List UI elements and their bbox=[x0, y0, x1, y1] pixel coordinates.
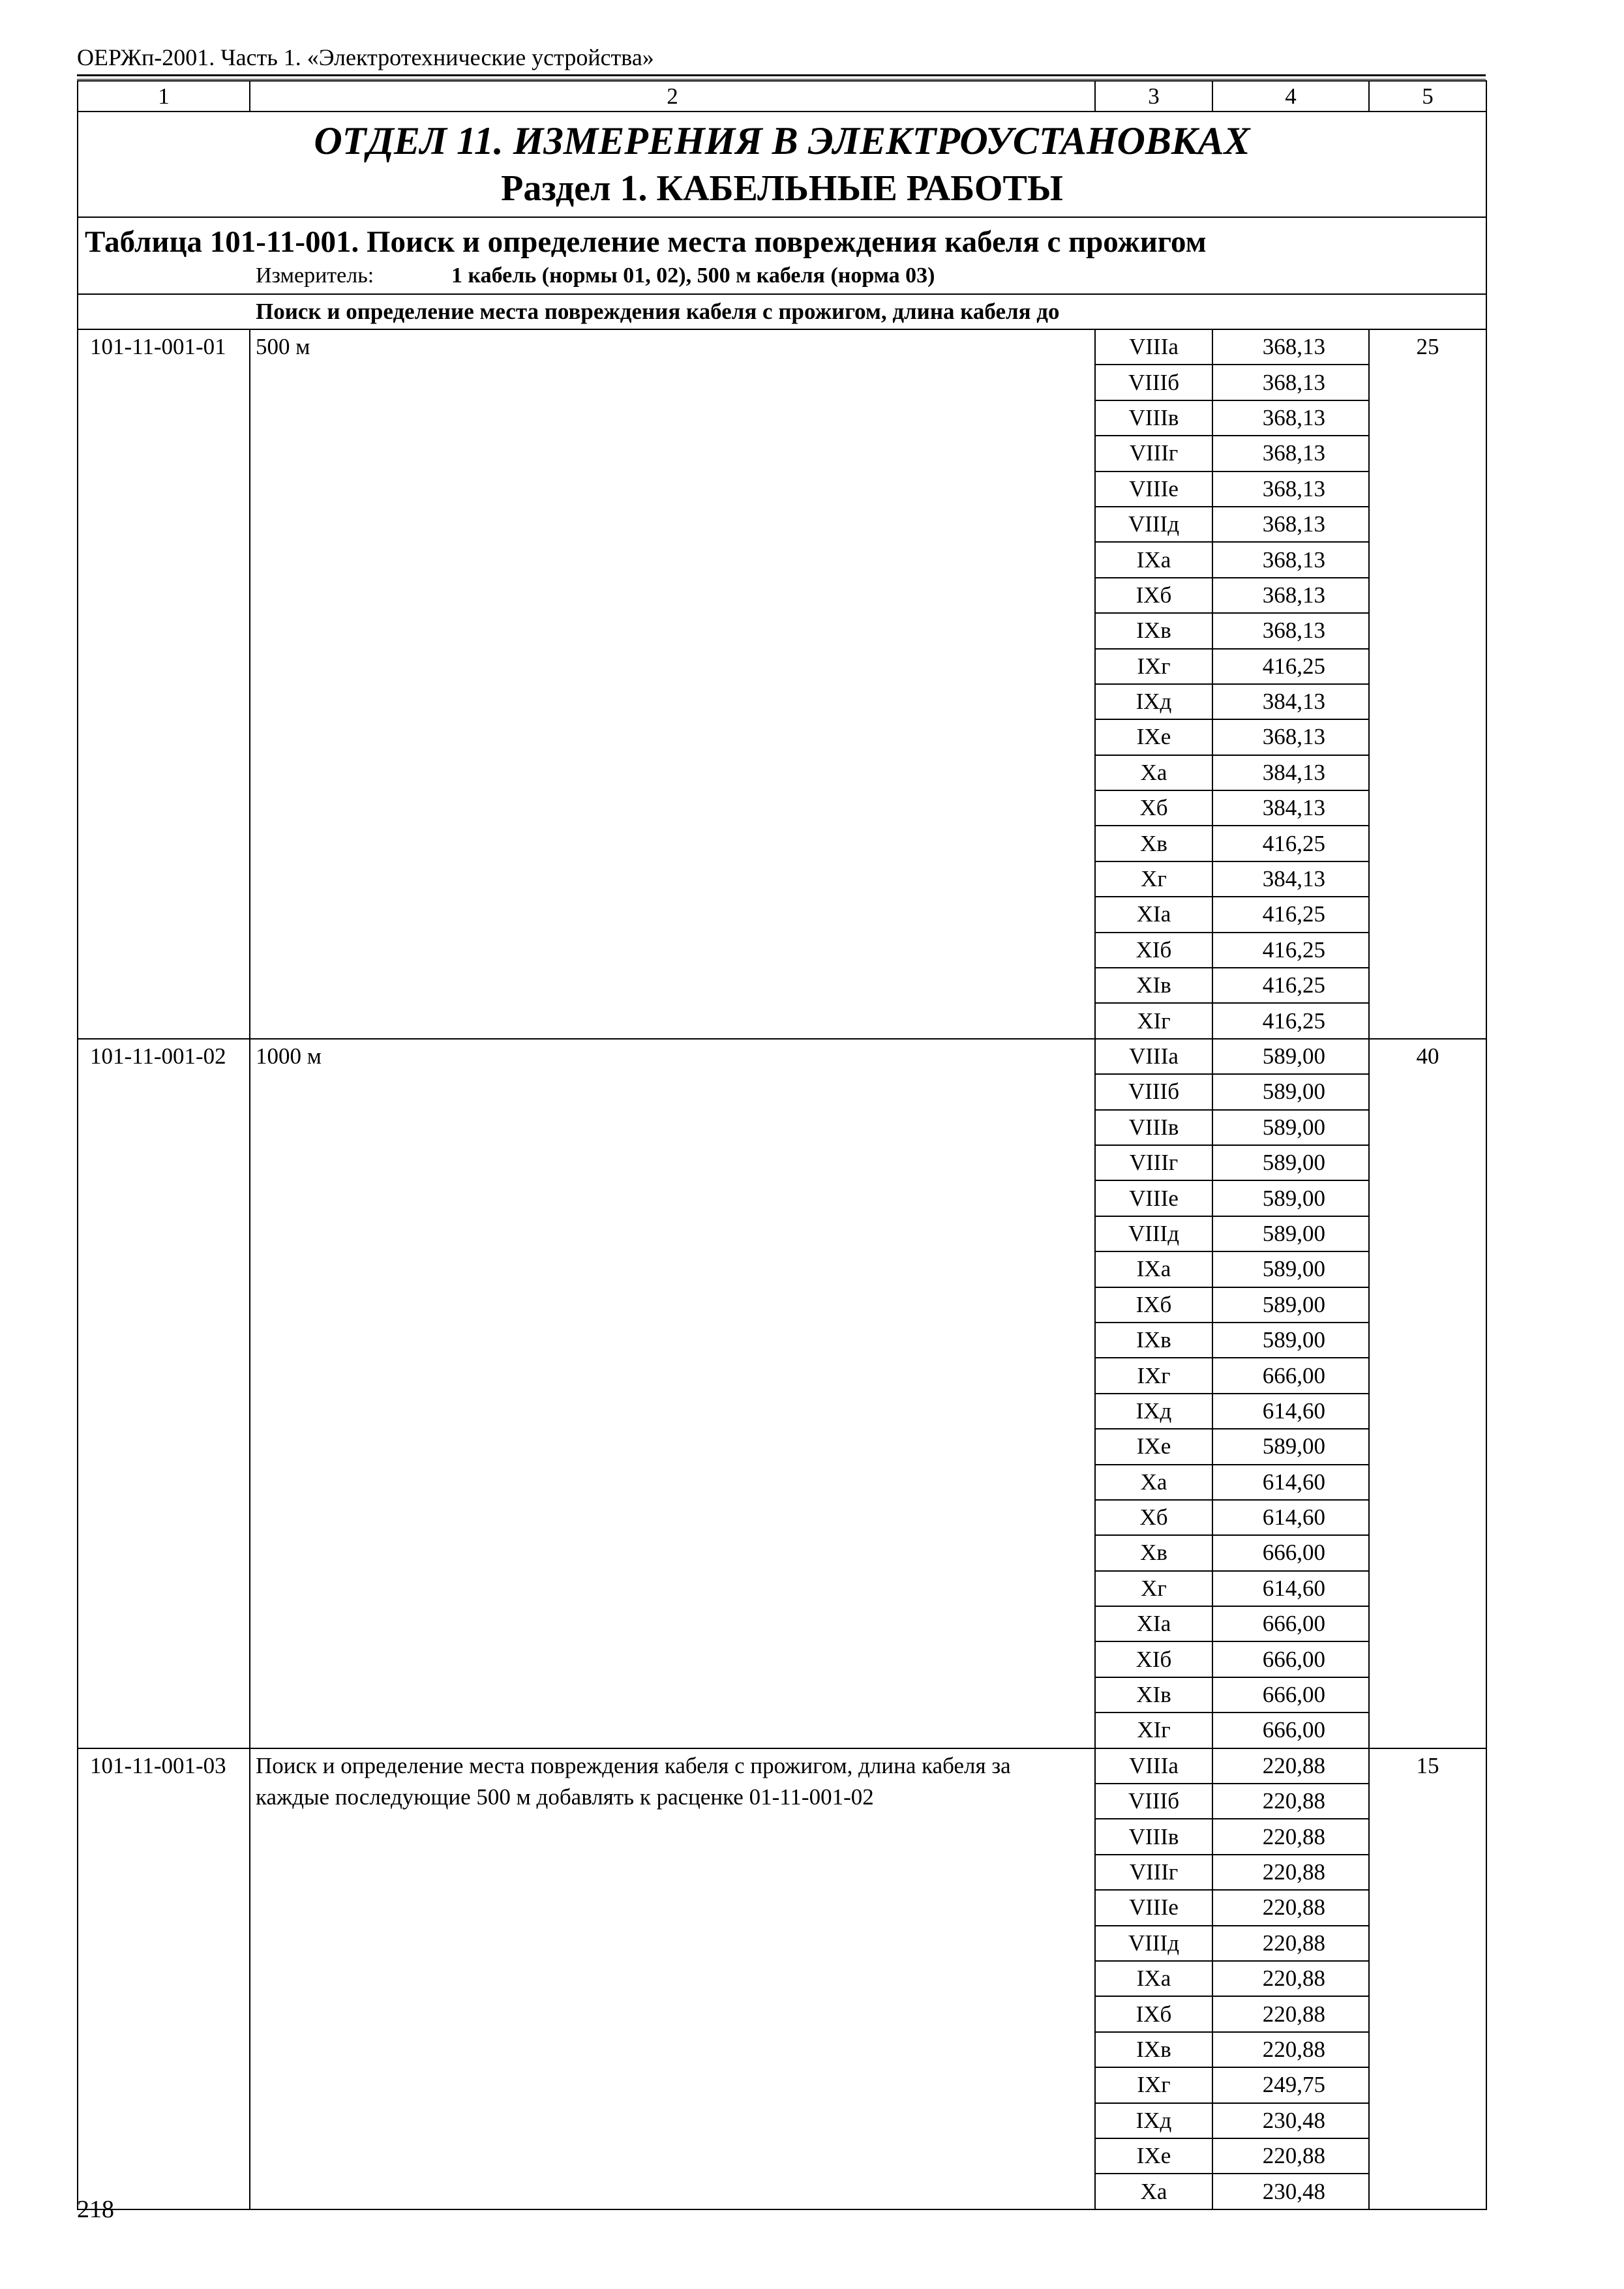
price-value: 614,60 bbox=[1212, 1465, 1369, 1500]
wage-grade: IXе bbox=[1095, 2138, 1212, 2174]
wage-grade: XIг bbox=[1095, 1003, 1212, 1038]
price-value: 220,88 bbox=[1212, 2032, 1369, 2067]
price-value: 368,13 bbox=[1212, 329, 1369, 365]
column-number-3: 3 bbox=[1095, 81, 1212, 112]
wage-grade: XIв bbox=[1095, 968, 1212, 1003]
group-heading: Поиск и определение места повреждения кабеля с прожигом, длина кабеля до bbox=[78, 294, 1486, 329]
header-rule bbox=[77, 74, 1486, 76]
price-value: 416,25 bbox=[1212, 897, 1369, 932]
price-value: 416,25 bbox=[1212, 1003, 1369, 1038]
wage-grade: Xa bbox=[1095, 1465, 1212, 1500]
header-rule-thin bbox=[77, 79, 1486, 80]
price-value: 384,13 bbox=[1212, 790, 1369, 826]
price-value: 614,60 bbox=[1212, 1571, 1369, 1606]
price-value: 220,88 bbox=[1212, 1819, 1369, 1854]
wage-grade: VIIIг bbox=[1095, 436, 1212, 471]
wage-grade: Xб bbox=[1095, 1500, 1212, 1535]
department-title: ОТДЕЛ 11. ИЗМЕРЕНИЯ В ЭЛЕКТРОУСТАНОВКАХ bbox=[314, 119, 1250, 162]
wage-grade: Xг bbox=[1095, 861, 1212, 897]
wage-grade: VIIIе bbox=[1095, 471, 1212, 507]
norm-value: 15 bbox=[1369, 1748, 1486, 2209]
price-value: 416,25 bbox=[1212, 826, 1369, 861]
wage-grade: IXе bbox=[1095, 719, 1212, 755]
price-value: 220,88 bbox=[1212, 1855, 1369, 1890]
measure-label: Измеритель: bbox=[256, 263, 374, 288]
wage-grade: VIIIд bbox=[1095, 1216, 1212, 1251]
title-cell bbox=[78, 112, 1486, 217]
norm-value: 25 bbox=[1369, 329, 1486, 1039]
price-value: 589,00 bbox=[1212, 1074, 1369, 1109]
price-value: 589,00 bbox=[1212, 1323, 1369, 1358]
table-row bbox=[78, 1039, 1486, 1074]
column-number-5: 5 bbox=[1369, 81, 1486, 112]
title-row bbox=[78, 112, 1486, 217]
wage-grade: VIIIг bbox=[1095, 1145, 1212, 1180]
wage-grade: Xг bbox=[1095, 1571, 1212, 1606]
table-title: Таблица 101-11-001. Поиск и определение места повреждения кабеля с прожигом bbox=[85, 225, 1207, 259]
wage-grade: VIIIг bbox=[1095, 1855, 1212, 1890]
price-value: 368,13 bbox=[1212, 436, 1369, 471]
wage-grade: Xa bbox=[1095, 755, 1212, 790]
wage-grade: Xв bbox=[1095, 826, 1212, 861]
rate-code: 101-11-001-03 bbox=[78, 1748, 250, 2209]
table-title-cell bbox=[78, 217, 1486, 294]
price-value: 220,88 bbox=[1212, 1784, 1369, 1819]
wage-grade: IXд bbox=[1095, 2103, 1212, 2138]
wage-grade: IXе bbox=[1095, 1429, 1212, 1464]
wage-grade: IXг bbox=[1095, 649, 1212, 684]
wage-grade: VIIIе bbox=[1095, 1890, 1212, 1925]
table-title-row bbox=[78, 217, 1486, 294]
wage-grade: IXб bbox=[1095, 1996, 1212, 2031]
running-header: ОЕРЖп-2001. Часть 1. «Электротехнические устройства» bbox=[77, 44, 654, 70]
price-value: 220,88 bbox=[1212, 1748, 1369, 1784]
wage-grade: VIIIa bbox=[1095, 329, 1212, 365]
wage-grade: Xв bbox=[1095, 1535, 1212, 1570]
price-value: 666,00 bbox=[1212, 1606, 1369, 1641]
group-heading-row bbox=[78, 294, 1486, 329]
price-value: 666,00 bbox=[1212, 1677, 1369, 1713]
wage-grade: VIIIе bbox=[1095, 1180, 1212, 1216]
wage-grade: IXг bbox=[1095, 1358, 1212, 1393]
price-value: 384,13 bbox=[1212, 861, 1369, 897]
wage-grade: IXв bbox=[1095, 613, 1212, 648]
wage-grade: IXб bbox=[1095, 578, 1212, 613]
wage-grade: VIIIв bbox=[1095, 1819, 1212, 1854]
price-value: 589,00 bbox=[1212, 1110, 1369, 1145]
wage-grade: IXв bbox=[1095, 1323, 1212, 1358]
price-value: 666,00 bbox=[1212, 1713, 1369, 1748]
wage-grade: IXa bbox=[1095, 1251, 1212, 1287]
price-value: 416,25 bbox=[1212, 968, 1369, 1003]
wage-grade: VIIIa bbox=[1095, 1748, 1212, 1784]
rate-code: 101-11-001-02 bbox=[78, 1039, 250, 1748]
wage-grade: XIa bbox=[1095, 1606, 1212, 1641]
price-value: 589,00 bbox=[1212, 1251, 1369, 1287]
price-value: 368,13 bbox=[1212, 471, 1369, 507]
column-number-row bbox=[78, 81, 1486, 112]
wage-grade: VIIIд bbox=[1095, 1926, 1212, 1961]
rate-description: 1000 м bbox=[250, 1039, 1095, 1748]
price-value: 416,25 bbox=[1212, 933, 1369, 968]
wage-grade: XIa bbox=[1095, 897, 1212, 932]
price-value: 220,88 bbox=[1212, 1890, 1369, 1925]
wage-grade: IXд bbox=[1095, 1394, 1212, 1429]
price-value: 589,00 bbox=[1212, 1216, 1369, 1251]
price-value: 368,13 bbox=[1212, 542, 1369, 577]
price-value: 368,13 bbox=[1212, 365, 1369, 400]
price-value: 368,13 bbox=[1212, 719, 1369, 755]
wage-grade: VIIIв bbox=[1095, 400, 1212, 436]
price-value: 589,00 bbox=[1212, 1039, 1369, 1074]
wage-grade: IXд bbox=[1095, 684, 1212, 719]
wage-grade: IXa bbox=[1095, 1961, 1212, 1996]
wage-grade: Xб bbox=[1095, 790, 1212, 826]
wage-grade: IXв bbox=[1095, 2032, 1212, 2067]
wage-grade: IXa bbox=[1095, 542, 1212, 577]
column-number-4: 4 bbox=[1212, 81, 1369, 112]
wage-grade: VIIIa bbox=[1095, 1039, 1212, 1074]
price-value: 589,00 bbox=[1212, 1145, 1369, 1180]
price-value: 666,00 bbox=[1212, 1535, 1369, 1570]
price-value: 230,48 bbox=[1212, 2103, 1369, 2138]
price-value: 614,60 bbox=[1212, 1500, 1369, 1535]
wage-grade: VIIIб bbox=[1095, 1784, 1212, 1819]
price-value: 368,13 bbox=[1212, 507, 1369, 542]
price-value: 368,13 bbox=[1212, 578, 1369, 613]
price-value: 614,60 bbox=[1212, 1394, 1369, 1429]
wage-grade: VIIIб bbox=[1095, 1074, 1212, 1109]
rate-code: 101-11-001-01 bbox=[78, 329, 250, 1039]
wage-grade: XIб bbox=[1095, 933, 1212, 968]
rates-table bbox=[77, 80, 1487, 2210]
page-number: 218 bbox=[77, 2196, 114, 2223]
price-value: 249,75 bbox=[1212, 2067, 1369, 2102]
price-value: 220,88 bbox=[1212, 1926, 1369, 1961]
rate-description: 500 м bbox=[250, 329, 1095, 1039]
price-value: 589,00 bbox=[1212, 1287, 1369, 1323]
wage-grade: VIIIб bbox=[1095, 365, 1212, 400]
section-title: Раздел 1. КАБЕЛЬНЫЕ РАБОТЫ bbox=[501, 168, 1063, 209]
price-value: 220,88 bbox=[1212, 1961, 1369, 1996]
column-number-1: 1 bbox=[78, 81, 250, 112]
price-value: 220,88 bbox=[1212, 1996, 1369, 2031]
wage-grade: IXг bbox=[1095, 2067, 1212, 2102]
price-value: 589,00 bbox=[1212, 1429, 1369, 1464]
price-value: 220,88 bbox=[1212, 2138, 1369, 2174]
norm-value: 40 bbox=[1369, 1039, 1486, 1748]
price-value: 666,00 bbox=[1212, 1641, 1369, 1677]
price-value: 666,00 bbox=[1212, 1358, 1369, 1393]
column-number-2: 2 bbox=[250, 81, 1095, 112]
table-row bbox=[78, 1748, 1486, 1784]
rate-description: Поиск и определение места повреждения кабеля с прожигом, длина кабеля за каждые последующие 500 м добавлять к расценке 01-11-001-02 bbox=[250, 1748, 1095, 2209]
wage-grade: Xa bbox=[1095, 2174, 1212, 2209]
wage-grade: VIIIв bbox=[1095, 1110, 1212, 1145]
price-value: 368,13 bbox=[1212, 400, 1369, 436]
price-value: 384,13 bbox=[1212, 684, 1369, 719]
wage-grade: XIв bbox=[1095, 1677, 1212, 1713]
price-value: 384,13 bbox=[1212, 755, 1369, 790]
measure-line bbox=[85, 262, 1486, 293]
price-value: 416,25 bbox=[1212, 649, 1369, 684]
price-value: 589,00 bbox=[1212, 1180, 1369, 1216]
wage-grade: XIг bbox=[1095, 1713, 1212, 1748]
table-row bbox=[78, 329, 1486, 365]
price-value: 230,48 bbox=[1212, 2174, 1369, 2209]
wage-grade: VIIIд bbox=[1095, 507, 1212, 542]
price-value: 368,13 bbox=[1212, 613, 1369, 648]
wage-grade: XIб bbox=[1095, 1641, 1212, 1677]
wage-grade: IXб bbox=[1095, 1287, 1212, 1323]
measure-value: 1 кабель (нормы 01, 02), 500 м кабеля (норма 03) bbox=[451, 263, 935, 288]
